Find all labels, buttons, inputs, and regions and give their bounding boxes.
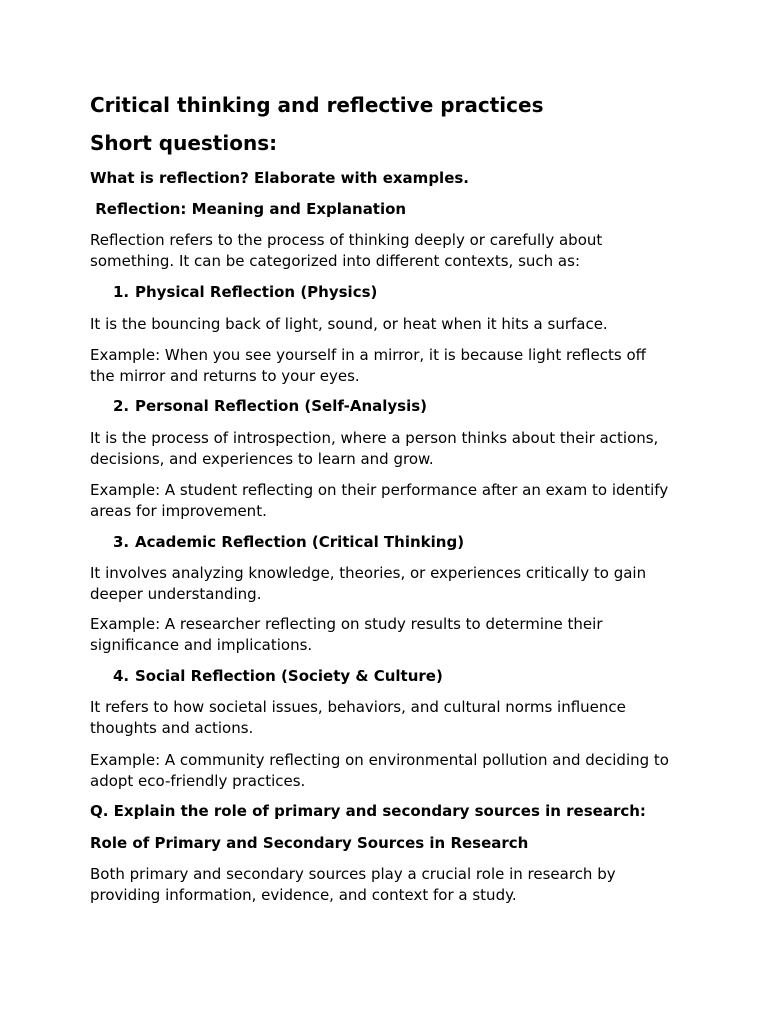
list-number: 3. <box>113 533 130 551</box>
text-line: It involves analyzing knowledge, theories, or experiences critically to gain <box>90 564 647 582</box>
example-paragraph <box>90 480 668 522</box>
list-item-heading <box>113 532 464 552</box>
list-item-heading <box>113 396 427 416</box>
text-line: Example: When you see yourself in a mirror, it is because light reflects off <box>90 346 646 364</box>
example-paragraph <box>90 750 669 792</box>
question-heading: Q. Explain the role of primary and secondary sources in research: <box>90 802 646 820</box>
text-line: It refers to how societal issues, behaviors, and cultural norms influence <box>90 698 626 716</box>
document-title: Critical thinking and reflective practices <box>90 93 544 117</box>
text-line: deeper understanding. <box>90 585 262 603</box>
text-line: Both primary and secondary sources play a crucial role in research by <box>90 865 616 883</box>
body-paragraph <box>90 864 616 906</box>
definition-paragraph <box>90 563 646 605</box>
text-line: Example: A student reflecting on their performance after an exam to identify <box>90 481 669 499</box>
text-line: adopt eco-friendly practices. <box>90 772 306 790</box>
text-line: the mirror and returns to your eyes. <box>90 367 360 385</box>
text-line: providing information, evidence, and context for a study. <box>90 886 517 904</box>
list-number: 4. <box>113 667 130 685</box>
section-heading: Role of Primary and Secondary Sources in Research <box>90 834 529 852</box>
text-line: something. It can be categorized into different contexts, such as: <box>90 252 580 270</box>
text-line: significance and implications. <box>90 636 313 654</box>
list-heading-text: Social Reflection (Society & Culture) <box>135 667 443 685</box>
example-paragraph <box>90 614 602 656</box>
text-line: It is the process of introspection, where a person thinks about their actions, <box>90 429 659 447</box>
text-line: decisions, and experiences to learn and grow. <box>90 450 434 468</box>
document-subtitle: Short questions: <box>90 131 278 155</box>
list-item-heading <box>113 666 443 686</box>
text-line: Reflection refers to the process of thinking deeply or carefully about <box>90 231 603 249</box>
definition-paragraph <box>90 697 626 739</box>
list-heading-text: Academic Reflection (Critical Thinking) <box>135 533 465 551</box>
definition-paragraph <box>90 314 608 335</box>
question-heading: What is reflection? Elaborate with examples. <box>90 169 469 187</box>
text-line: Example: A researcher reflecting on study results to determine their <box>90 615 603 633</box>
list-number: 2. <box>113 397 130 415</box>
text-line: thoughts and actions. <box>90 719 254 737</box>
section-heading: Reflection: Meaning and Explanation <box>90 200 407 218</box>
text-line: Example: A community reflecting on environmental pollution and deciding to <box>90 751 669 769</box>
list-heading-text: Personal Reflection (Self-Analysis) <box>135 397 428 415</box>
list-heading-text: Physical Reflection (Physics) <box>135 283 378 301</box>
list-item-heading <box>113 282 377 302</box>
definition-paragraph <box>90 428 658 470</box>
intro-paragraph <box>90 230 602 272</box>
example-paragraph <box>90 345 646 387</box>
text-line: It is the bouncing back of light, sound, or heat when it hits a surface. <box>90 315 608 333</box>
text-line: areas for improvement. <box>90 502 267 520</box>
list-number: 1. <box>113 283 130 301</box>
